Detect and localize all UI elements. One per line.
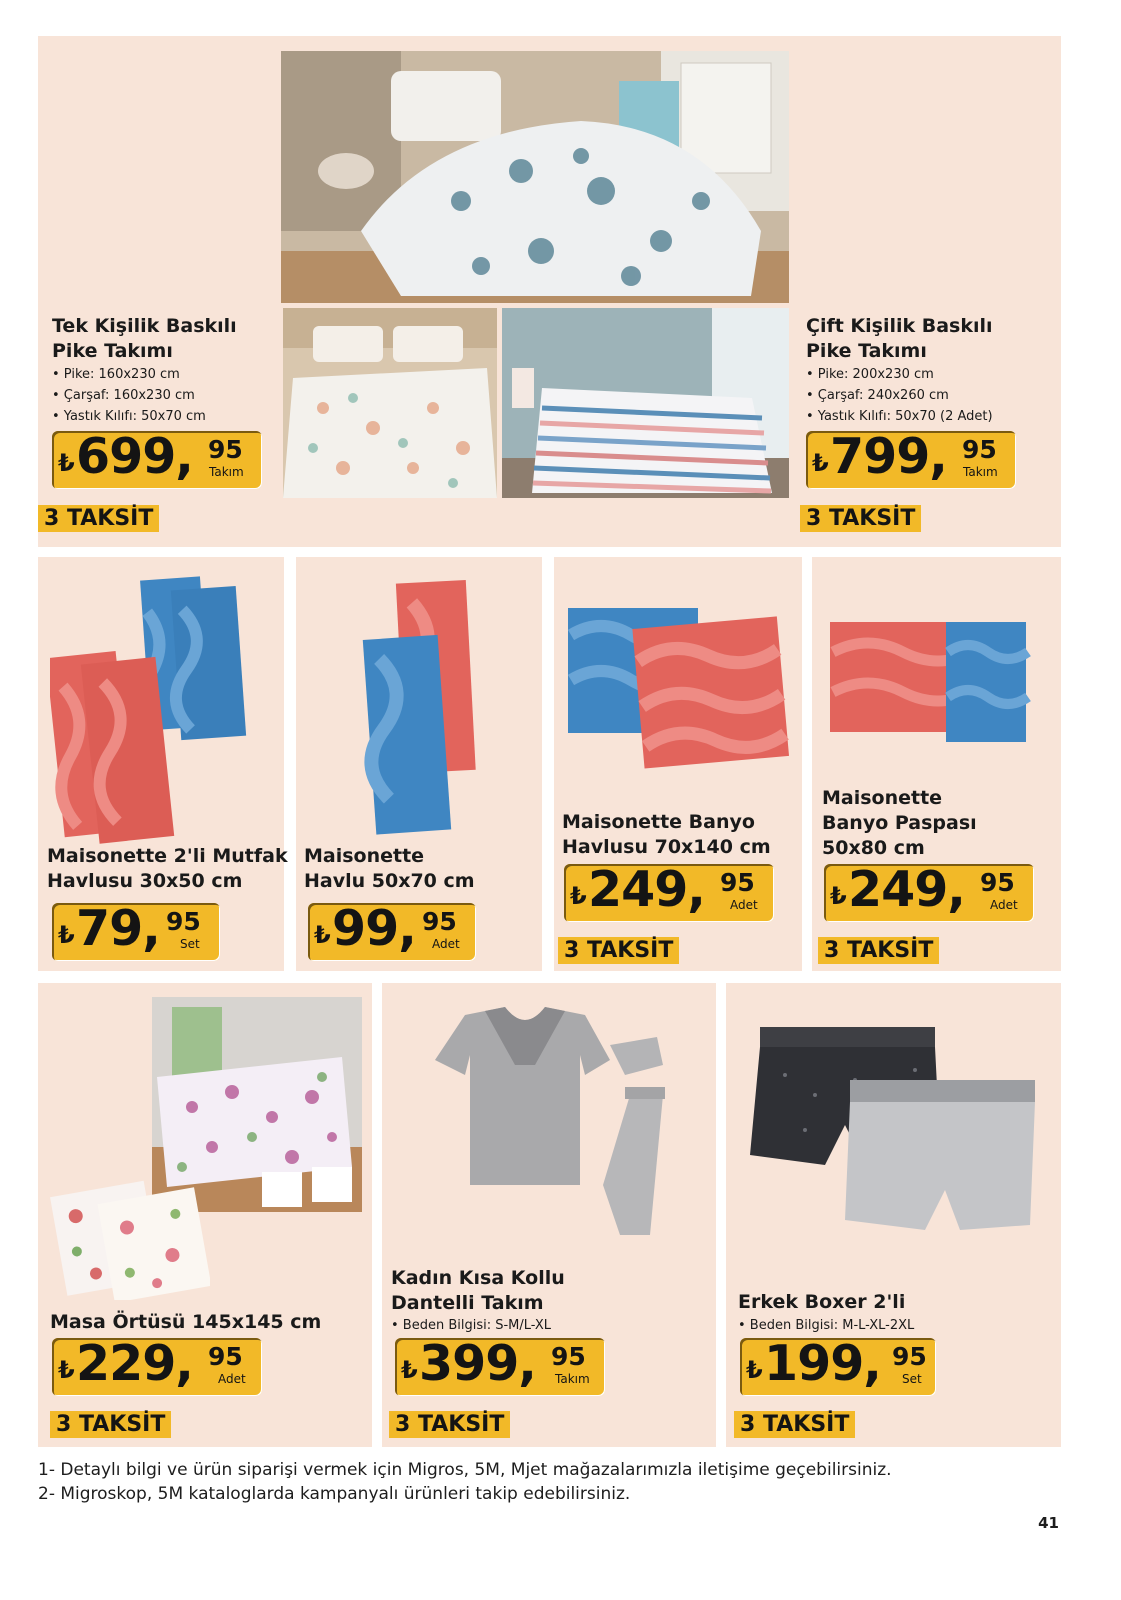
product-title: Masa Örtüsü 145x145 cm [50, 1311, 322, 1333]
lira-icon: ₺ [570, 882, 587, 910]
price-tag: ₺ 99, 95 Adet [308, 903, 476, 961]
product-specs: • Beden Bilgisi: S-M/L-XL [391, 1318, 551, 1333]
lira-icon: ₺ [58, 449, 75, 477]
product-specs: • Beden Bilgisi: M-L-XL-2XL [738, 1318, 915, 1333]
footer-note-1: 1- Detaylı bilgi ve ürün siparişi vermek için Migros, 5M, Mjet mağazalarımızla iletişime geçebilirsiniz. [38, 1460, 892, 1480]
lira-icon: ₺ [314, 921, 331, 949]
price-tag: ₺ 199, 95 Set [740, 1338, 936, 1396]
product-title: Maisonette 2'li Mutfak Havlusu 30x50 cm [47, 845, 288, 892]
installment-badge: 3 TAKSİT [818, 937, 939, 964]
installment-badge: 3 TAKSİT [800, 505, 921, 532]
installment-badge: 3 TAKSİT [734, 1411, 855, 1438]
product-title: Kadın Kısa Kollu Dantelli Takım [391, 1267, 565, 1314]
price-tag: ₺ 399, 95 Takım [395, 1338, 605, 1396]
installment-badge: 3 TAKSİT [389, 1411, 510, 1438]
product-title: Maisonette Banyo Paspası 50x80 cm [822, 787, 977, 859]
lira-icon: ₺ [58, 1356, 75, 1384]
installment-badge: 3 TAKSİT [38, 505, 159, 532]
boxer-image [745, 1025, 1045, 1240]
product-title: Erkek Boxer 2'li [738, 1291, 906, 1313]
installment-badge: 3 TAKSİT [558, 937, 679, 964]
page-number: 41 [1038, 1514, 1059, 1532]
price-tag: ₺ 249, 95 Adet [564, 864, 774, 922]
product-specs: • Pike: 160x230 cm • Çarşaf: 160x230 cm • Yastık Kılıfı: 50x70 cm [52, 367, 206, 424]
price-tag: ₺ 699, 95 Takım [52, 431, 262, 489]
product-specs: • Pike: 200x230 cm • Çarşaf: 240x260 cm • Yastık Kılıfı: 50x70 (2 Adet) [806, 367, 993, 424]
bath-towel-image [566, 600, 790, 775]
pajama-image [425, 1005, 675, 1245]
hand-towel-image [360, 572, 490, 842]
bedroom-photo-floral [283, 308, 497, 498]
product-title: Maisonette Havlu 50x70 cm [304, 845, 475, 892]
price-tag: ₺ 229, 95 Adet [52, 1338, 262, 1396]
product-title: Çift Kişilik Baskılı Pike Takımı [806, 315, 993, 362]
lira-icon: ₺ [812, 449, 829, 477]
bath-mat-image [828, 612, 1050, 752]
installment-badge: 3 TAKSİT [50, 1411, 171, 1438]
product-title: Tek Kişilik Baskılı Pike Takımı [52, 315, 237, 362]
lira-icon: ₺ [401, 1356, 418, 1384]
lira-icon: ₺ [746, 1356, 763, 1384]
product-title: Maisonette Banyo Havlusu 70x140 cm [562, 811, 771, 858]
footer-note-2: 2- Migroskop, 5M kataloglarda kampanyalı ürünleri takip edebilirsiniz. [38, 1484, 631, 1504]
price-tag: ₺ 249, 95 Adet [824, 864, 1034, 922]
kitchen-towels-image [50, 570, 270, 845]
price-tag: ₺ 799, 95 Takım [806, 431, 1016, 489]
lira-icon: ₺ [58, 921, 75, 949]
bedroom-photo-striped [502, 308, 789, 498]
price-tag: ₺ 79, 95 Set [52, 903, 220, 961]
tablecloth-folded-image [50, 1172, 210, 1300]
lira-icon: ₺ [830, 882, 847, 910]
bedroom-photo-main [281, 51, 789, 303]
